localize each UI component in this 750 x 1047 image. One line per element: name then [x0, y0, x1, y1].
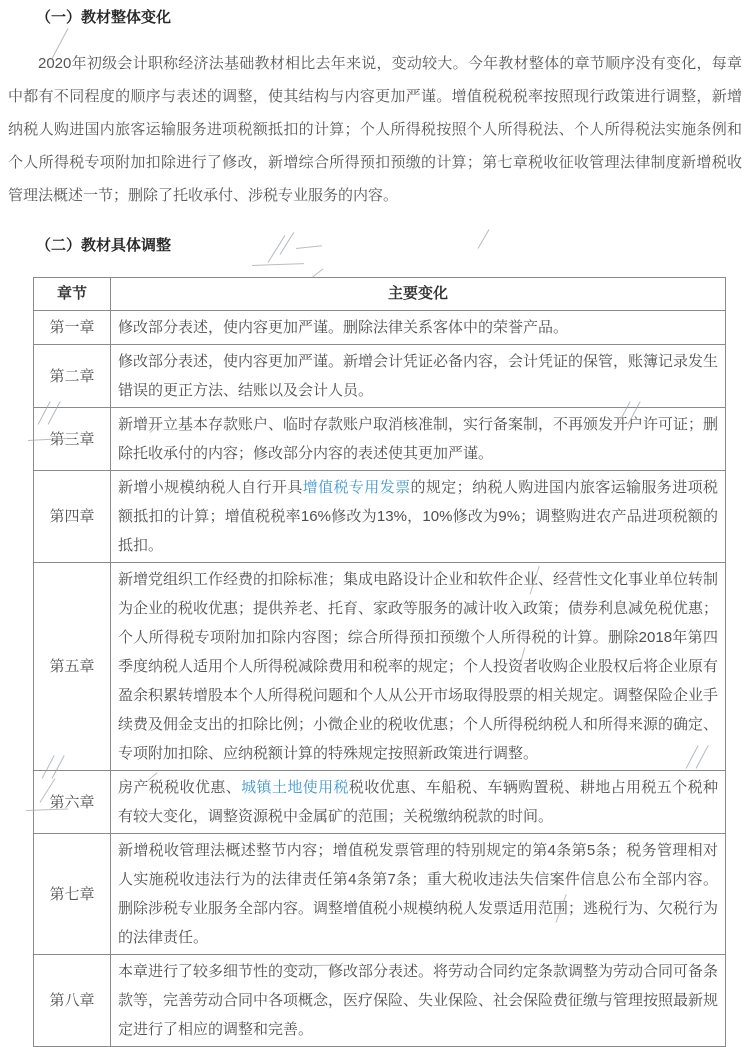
- table-row: [34, 834, 726, 955]
- column-header-chapter: 章节: [34, 278, 111, 311]
- table-row: [34, 345, 726, 408]
- changes-cell: [111, 955, 726, 1047]
- chapter-cell: 第四章: [34, 471, 111, 563]
- changes-cell: [111, 408, 726, 471]
- inline-link[interactable]: 增值税专用发票: [302, 479, 411, 496]
- text-segment: 新增开立基本存款账户、临时存款账户取消核准制，实行备案制，不再颁发开户许可证；删除托收承付的内容；修改部分内容的表述使其更加严谨。: [118, 416, 719, 462]
- text-segment: 修改部分表述，使内容更加严谨。删除法律关系客体中的荣誉产品。: [118, 319, 569, 336]
- textbook-changes-table: [33, 277, 726, 1047]
- overall-changes-paragraph: 2020年初级会计职称经济法基础教材相比去年来说，变动较大。今年教材整体的章节顺序没有变化，每章中都有不同程度的顺序与表述的调整，使其结构与内容更加严谨。增值税税税率按照现行政策进行调整，新增纳税人购进国内旅客运输服务进项税额抵扣的计算；个人所得税按照个人所得税法、个人所得税法实施条例和个人所得税专项附加扣除进行了修改，新增综合所得预扣预缴的计算；第七章税收征收管理法律制度新增税收管理法概述一节；删除了托收承付、涉税专业服务的内容。: [8, 55, 742, 204]
- table-row: [34, 471, 726, 563]
- chapter-cell: 第一章: [34, 311, 111, 345]
- text-segment: 的规定；纳税人购进国内旅客运输服务进项税额抵扣的计算；增值税税率16%修改为13%，10%修改为9%；调整购进农产品进项税额的抵扣。: [118, 479, 718, 554]
- text-segment: 本章进行了较多细节性的变动，修改部分表述。将劳动合同约定条款调整为劳动合同可备条款等，完善劳动合同中各项概念，医疗保险、失业保险、社会保险费征缴与管理按照最新规定进行了相应的调整和完善。: [118, 963, 719, 1038]
- table-header-row: [34, 278, 726, 311]
- text-segment: 房产税税收优惠、: [118, 779, 242, 796]
- changes-cell: [111, 345, 726, 408]
- section-title-overall-changes: （一）教材整体变化: [36, 9, 172, 26]
- chapter-cell: 第二章: [34, 345, 111, 408]
- table-row: [34, 771, 726, 834]
- text-segment: 新增党组织工作经费的扣除标准；集成电路设计企业和软件企业、经营性文化事业单位转制为企业的税收优惠；提供养老、托育、家政等服务的减计收入政策；债券利息减免税优惠；个人所得税专项附加扣除内容图；综合所得预扣预缴个人所得税的计算。删除2018年第四季度纳税人适用个人所得税减除费用和税率的规定；个人投资者收购企业股权后将企业原有盈余积累转增股本个人所得税问题和个人从公开市场取得股票的相关规定。调整保险企业手续费及佣金支出的扣除比例；小微企业的税收优惠；个人所得税纳税人和所得来源的确定、专项附加扣除、应纳税额计算的特殊规定按照新政策进行调整。: [118, 571, 719, 762]
- text-segment: 新增小规模纳税人自行开具: [118, 479, 303, 496]
- table-row: [34, 408, 726, 471]
- changes-cell: [111, 771, 726, 834]
- text-segment: 税收优惠、车船税、车辆购置税、耕地占用税五个税种有较大变化，调整资源税中金属矿的范围；关税缴纳税款的时间。: [118, 779, 718, 825]
- section-title-specific-adjustments: （二）教材具体调整: [36, 237, 172, 254]
- table-row: [34, 955, 726, 1047]
- chapter-cell: 第六章: [34, 771, 111, 834]
- chapter-cell: 第五章: [34, 563, 111, 771]
- chapter-cell: 第八章: [34, 955, 111, 1047]
- text-segment: 新增税收管理法概述整节内容；增值税发票管理的特别规定的第4条第5条；税务管理相对人实施税收违法行为的法律责任第4条第7条；重大税收违法失信案件信息公布全部内容。删除涉税专业服务全部内容。调整增值税小规模纳税人发票适用范围；逃税行为、欠税行为的法律责任。: [118, 842, 719, 946]
- table-row: [34, 311, 726, 345]
- changes-cell: [111, 471, 726, 563]
- changes-table-body: [34, 311, 726, 1047]
- changes-cell: [111, 563, 726, 771]
- table-row: [34, 563, 726, 771]
- changes-cell: [111, 311, 726, 345]
- inline-link[interactable]: 城镇土地使用税: [241, 779, 349, 796]
- changes-cell: [111, 834, 726, 955]
- text-segment: 修改部分表述，使内容更加严谨。新增会计凭证必备内容，会计凭证的保管，账簿记录发生错误的更正方法、结账以及会计人员。: [118, 353, 719, 399]
- chapter-cell: 第七章: [34, 834, 111, 955]
- chapter-cell: 第三章: [34, 408, 111, 471]
- column-header-main-changes: 主要变化: [111, 278, 726, 311]
